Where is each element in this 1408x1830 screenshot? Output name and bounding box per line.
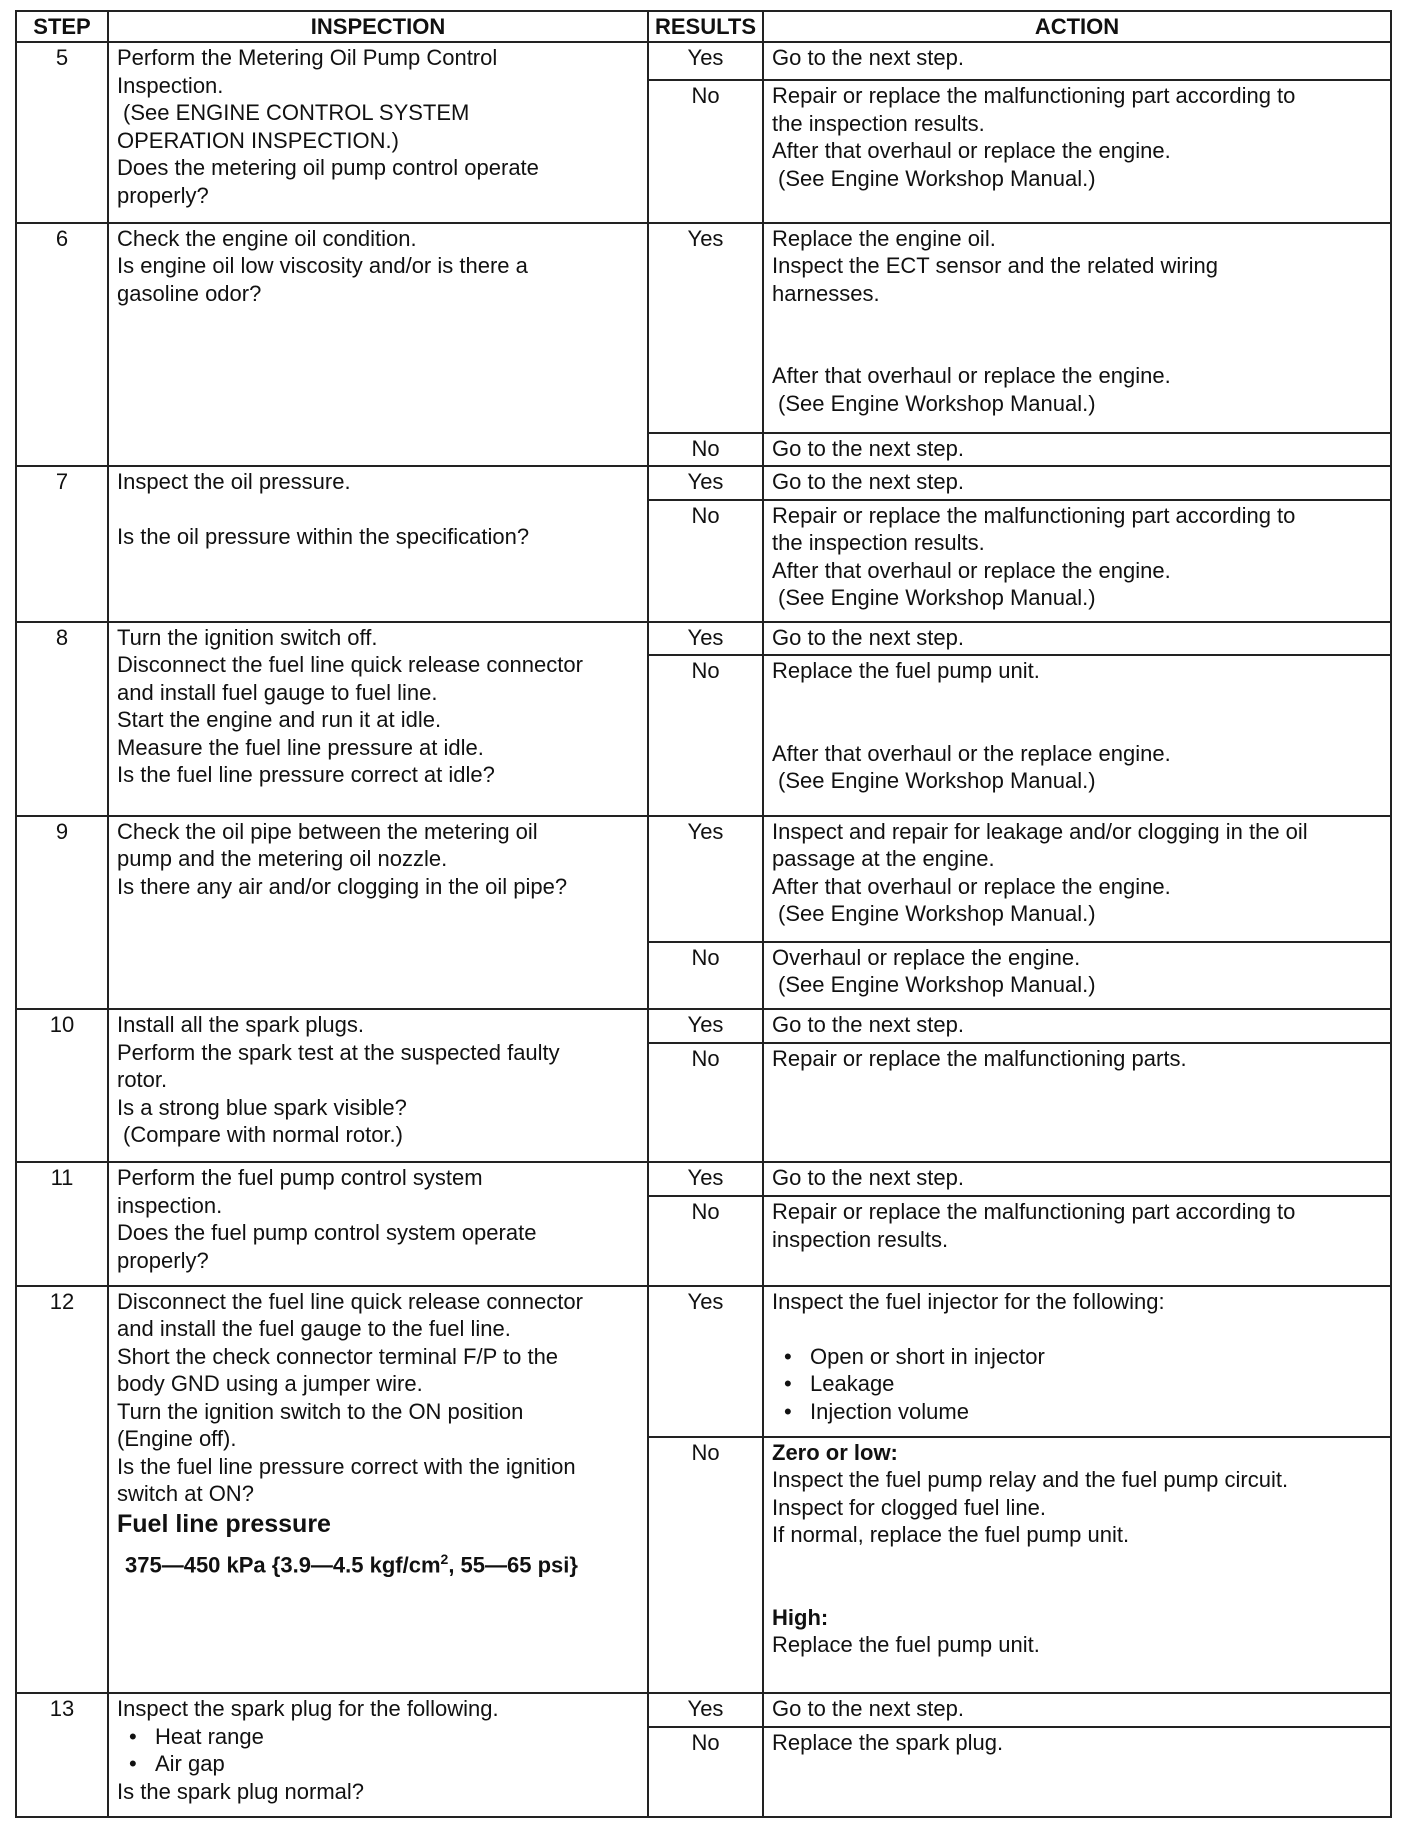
result-yes: Yes [648, 816, 763, 942]
result-yes: Yes [648, 1286, 763, 1437]
action-text: the inspection results. [772, 530, 985, 556]
action-cell [763, 223, 1391, 433]
action-cell [763, 1009, 1391, 1043]
action-text: Inspect the fuel injector for the following: [772, 1288, 1165, 1314]
step-number: 5 [16, 42, 108, 223]
inspection-text: Is the oil pressure within the specification? [117, 524, 530, 550]
inspection-text: Check the oil pipe between the metering oil [117, 818, 538, 844]
action-text: After that overhaul or replace the engine. [772, 873, 1171, 899]
step-number: 12 [16, 1286, 108, 1694]
action-text: After that overhaul or replace the engine. [772, 363, 1171, 389]
result-yes: Yes [648, 223, 763, 433]
result-no: No [648, 80, 763, 222]
action-cell [763, 80, 1391, 222]
result-yes: Yes [648, 466, 763, 500]
spec-value-tail: , 55—65 psi} [448, 1552, 578, 1578]
inspection-text: Measure the fuel line pressure at idle. [117, 734, 484, 760]
inspection-cell [108, 223, 648, 467]
header-inspection: INSPECTION [108, 11, 648, 42]
table-row [16, 816, 1391, 942]
action-cell [763, 622, 1391, 656]
action-text: Go to the next step. [772, 469, 965, 495]
inspection-text: properly? [117, 182, 209, 208]
inspection-text: Turn the ignition switch off. [117, 624, 378, 650]
step-number: 8 [16, 622, 108, 816]
inspection-text: OPERATION INSPECTION.) [117, 127, 399, 153]
header-action: ACTION [763, 11, 1391, 42]
action-cell [763, 500, 1391, 622]
action-text: Go to the next step. [772, 1165, 965, 1191]
bullet-item: • Injection volume [772, 1398, 1382, 1426]
action-text: After that overhaul or replace the engine. [772, 557, 1171, 583]
action-cell [763, 433, 1391, 467]
result-no: No [648, 1437, 763, 1693]
bullet-item: • Open or short in injector [772, 1343, 1382, 1371]
inspection-text: Is a strong blue spark visible? [117, 1094, 407, 1120]
result-no: No [648, 655, 763, 815]
action-subheading: Zero or low: [772, 1439, 898, 1465]
spec-value-exponent: 2 [440, 1551, 449, 1568]
result-no: No [648, 433, 763, 467]
diagnostic-table [15, 10, 1392, 1818]
action-text: Repair or replace the malfunctioning part according to [772, 502, 1296, 528]
action-text: Inspect the fuel pump relay and the fuel pump circuit. [772, 1467, 1289, 1493]
bullet-item: • Heat range [117, 1723, 639, 1751]
header-step: STEP [16, 11, 108, 42]
action-text: Repair or replace the malfunctioning parts. [772, 1045, 1187, 1071]
table-row [16, 42, 1391, 80]
action-text: Repair or replace the malfunctioning part according to [772, 1199, 1296, 1225]
inspection-text: and install the fuel gauge to the fuel line. [117, 1316, 511, 1342]
action-text: Go to the next step. [772, 45, 965, 70]
result-no: No [648, 1727, 763, 1817]
step-number: 13 [16, 1693, 108, 1817]
action-text: Go to the next step. [772, 624, 965, 650]
step-number: 9 [16, 816, 108, 1009]
inspection-text: Turn the ignition switch to the ON position [117, 1398, 524, 1424]
inspection-cell [108, 42, 648, 223]
action-cell [763, 466, 1391, 500]
action-text: Overhaul or replace the engine. [772, 944, 1081, 970]
action-text: (See Engine Workshop Manual.) [778, 165, 1096, 191]
action-cell [763, 655, 1391, 815]
inspection-text: switch at ON? [117, 1481, 254, 1507]
action-text: (See Engine Workshop Manual.) [778, 390, 1096, 416]
inspection-text: Check the engine oil condition. [117, 225, 417, 251]
action-cell [763, 1437, 1391, 1693]
inspection-text: Is the fuel line pressure correct at idle? [117, 762, 495, 788]
action-text: Go to the next step. [772, 435, 965, 461]
inspection-text: Is the fuel line pressure correct with the ignition [117, 1453, 576, 1479]
inspection-text: Is the spark plug normal? [117, 1778, 365, 1804]
bullet-item: • Leakage [772, 1370, 1382, 1398]
action-cell [763, 1196, 1391, 1286]
header-results: RESULTS [648, 11, 763, 42]
action-text: (See Engine Workshop Manual.) [778, 972, 1096, 998]
action-text: harnesses. [772, 280, 880, 306]
result-yes: Yes [648, 1162, 763, 1196]
action-cell [763, 42, 1391, 80]
inspection-cell [108, 816, 648, 1009]
table-row [16, 223, 1391, 433]
action-cell [763, 1693, 1391, 1727]
action-cell [763, 816, 1391, 942]
inspection-cell [108, 622, 648, 816]
inspection-cell [108, 1693, 648, 1817]
inspection-text: gasoline odor? [117, 280, 262, 306]
inspection-text: Short the check connector terminal F/P to the [117, 1343, 559, 1369]
action-cell [763, 1727, 1391, 1817]
inspection-cell [108, 1286, 648, 1694]
spec-value-main: 375—450 kPa {3.9—4.5 kgf/cm [125, 1552, 441, 1578]
table-row [16, 466, 1391, 500]
inspection-text: (See ENGINE CONTROL SYSTEM [123, 100, 470, 125]
inspection-text: Is there any air and/or clogging in the oil pipe? [117, 873, 568, 899]
action-text: Replace the spark plug. [772, 1730, 1004, 1756]
inspection-text: rotor. [117, 1067, 168, 1093]
result-yes: Yes [648, 42, 763, 80]
inspection-text: Disconnect the fuel line quick release connector [117, 1288, 583, 1314]
step-number: 11 [16, 1162, 108, 1285]
inspection-text: Does the fuel pump control system operate [117, 1220, 537, 1246]
action-text: Replace the fuel pump unit. [772, 1632, 1040, 1658]
inspection-text: body GND using a jumper wire. [117, 1371, 423, 1397]
action-subheading: High: [772, 1604, 829, 1630]
action-text: Replace the fuel pump unit. [772, 658, 1040, 684]
action-text: After that overhaul or the replace engine. [772, 740, 1171, 766]
inspection-text: Perform the spark test at the suspected faulty [117, 1039, 560, 1065]
action-text: inspection results. [772, 1226, 949, 1252]
action-cell [763, 1043, 1391, 1163]
result-no: No [648, 500, 763, 622]
result-yes: Yes [648, 1693, 763, 1727]
action-text: Go to the next step. [772, 1012, 965, 1038]
step-number: 10 [16, 1009, 108, 1162]
table-header-row [16, 11, 1391, 42]
bullet-item: • Air gap [117, 1750, 639, 1778]
spec-value [117, 1546, 639, 1579]
action-text: the inspection results. [772, 110, 985, 136]
result-no: No [648, 1196, 763, 1286]
inspection-text: (Engine off). [117, 1426, 237, 1452]
inspection-text: Disconnect the fuel line quick release connector [117, 652, 583, 678]
result-no: No [648, 942, 763, 1009]
table-row [16, 1286, 1391, 1437]
action-cell [763, 1162, 1391, 1196]
table-row [16, 622, 1391, 656]
inspection-text: and install fuel gauge to fuel line. [117, 679, 438, 705]
inspection-text: Does the metering oil pump control operate [117, 155, 539, 180]
inspection-cell [108, 1162, 648, 1285]
action-text: Inspect for clogged fuel line. [772, 1494, 1046, 1520]
inspection-text: pump and the metering oil nozzle. [117, 846, 448, 872]
action-text: Inspect the ECT sensor and the related wiring [772, 253, 1218, 279]
action-text: Go to the next step. [772, 1696, 965, 1722]
inspection-text: Perform the Metering Oil Pump Control [117, 45, 498, 70]
inspection-text: Inspect the oil pressure. [117, 469, 351, 495]
table-row [16, 1009, 1391, 1043]
inspection-table-page [15, 10, 1390, 1818]
inspection-cell [108, 1009, 648, 1162]
inspection-text: Inspection. [117, 72, 224, 98]
table-row [16, 1162, 1391, 1196]
result-no: No [648, 1043, 763, 1163]
action-cell [763, 942, 1391, 1009]
action-text: If normal, replace the fuel pump unit. [772, 1522, 1130, 1548]
inspection-text: Is engine oil low viscosity and/or is there a [117, 253, 528, 279]
action-text: Repair or replace the malfunctioning part according to [772, 83, 1296, 109]
action-text: After that overhaul or replace the engine. [772, 138, 1171, 164]
step-number: 7 [16, 466, 108, 621]
inspection-cell [108, 466, 648, 621]
action-text: Inspect and repair for leakage and/or clogging in the oil [772, 818, 1308, 844]
result-yes: Yes [648, 622, 763, 656]
inspection-text: Install all the spark plugs. [117, 1012, 365, 1038]
inspection-text: properly? [117, 1247, 209, 1273]
action-text: Replace the engine oil. [772, 225, 996, 251]
action-text: (See Engine Workshop Manual.) [778, 585, 1096, 611]
action-text: passage at the engine. [772, 846, 995, 872]
action-cell [763, 1286, 1391, 1437]
inspection-text: inspection. [117, 1192, 223, 1218]
spec-title: Fuel line pressure [117, 1509, 331, 1538]
table-row [16, 1693, 1391, 1727]
inspection-text: Perform the fuel pump control system [117, 1165, 483, 1191]
action-text: (See Engine Workshop Manual.) [778, 768, 1096, 794]
inspection-text: (Compare with normal rotor.) [123, 1122, 403, 1148]
inspection-text: Start the engine and run it at idle. [117, 707, 442, 733]
inspection-text: Inspect the spark plug for the following. [117, 1696, 499, 1722]
action-text: (See Engine Workshop Manual.) [778, 901, 1096, 927]
step-number: 6 [16, 223, 108, 467]
result-yes: Yes [648, 1009, 763, 1043]
